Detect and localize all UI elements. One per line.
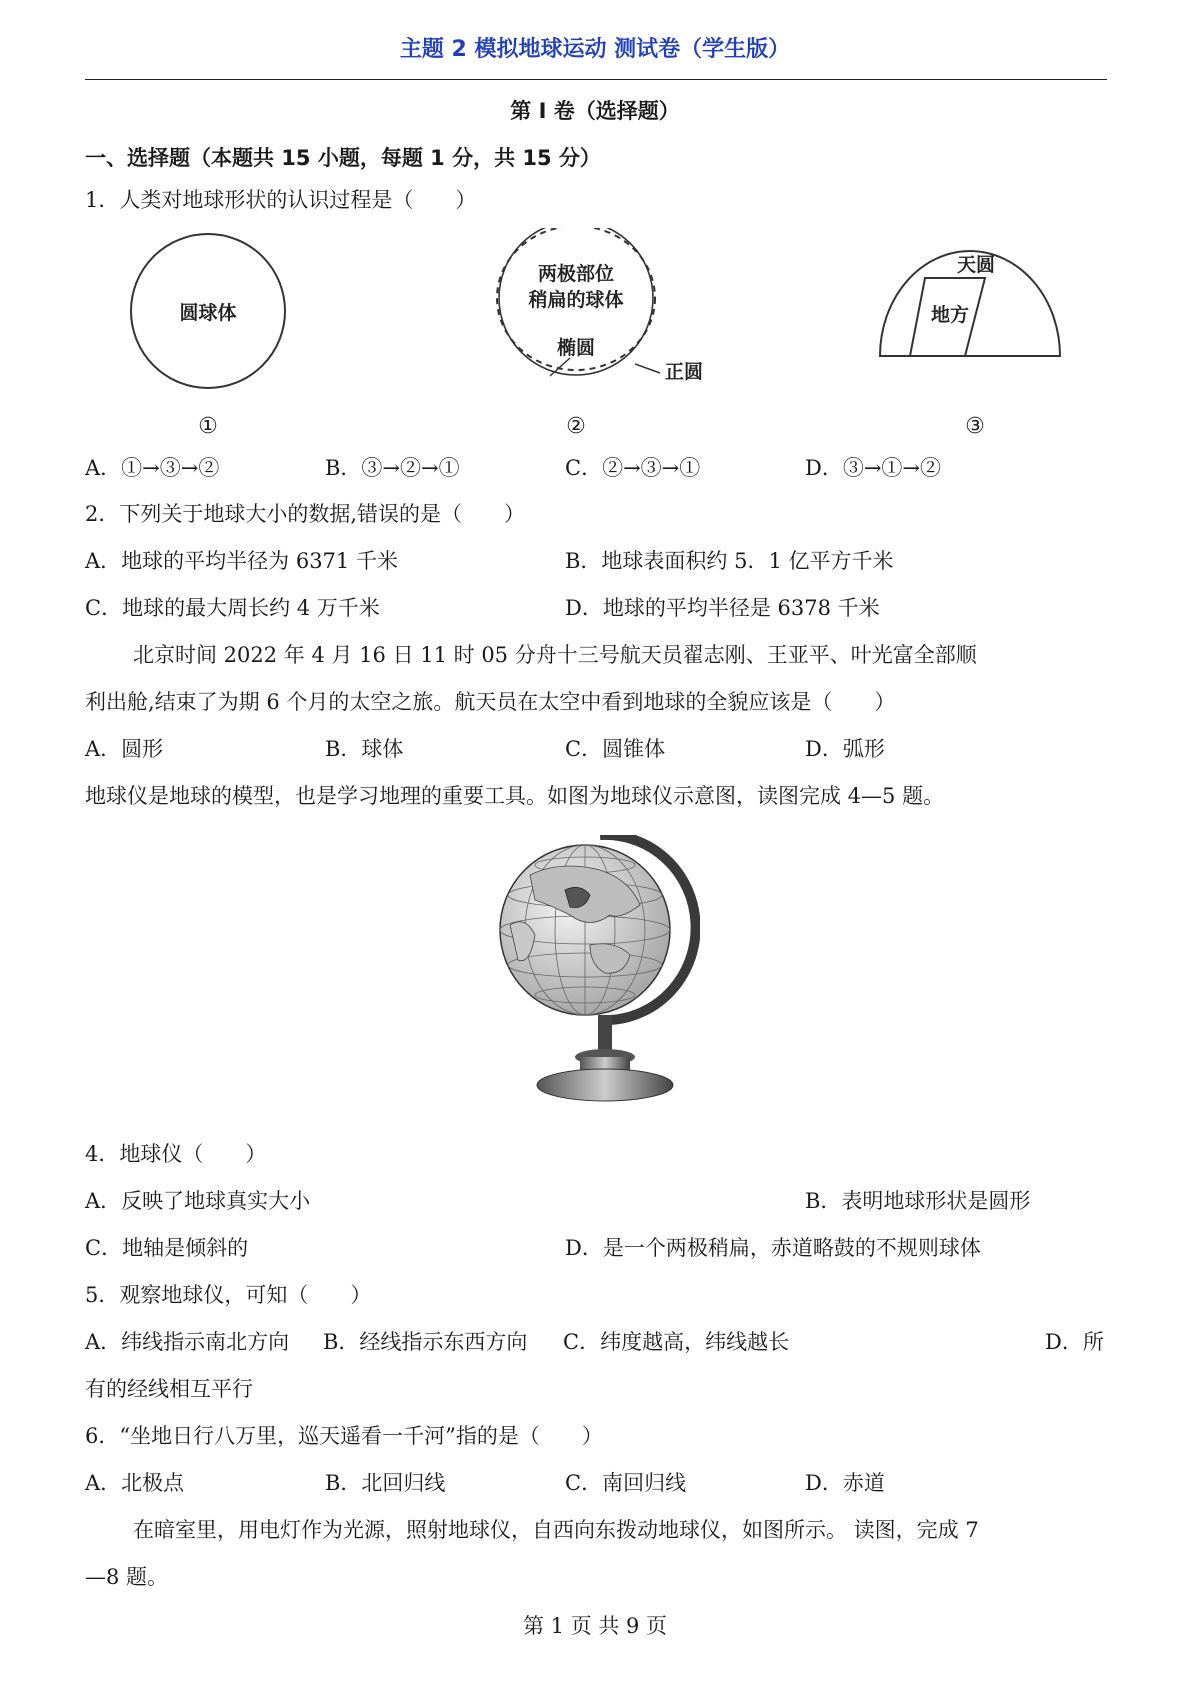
volume-title: 第 I 卷（选择题）: [510, 99, 680, 123]
figure-3-top-label: 天圆: [956, 254, 996, 276]
q4-option-d: D．是一个两极稍扁，赤道略鼓的不规则球体: [565, 1236, 981, 1260]
question-1-stem: 1．人类对地球形状的认识过程是（ ）: [85, 188, 477, 212]
section-title: 一、选择题（本题共 15 小题，每题 1 分，共 15 分）: [85, 146, 601, 170]
q1-option-c: C．②→③→①: [565, 456, 701, 480]
q2-option-b: B．地球表面积约 5．1 亿平方千米: [565, 549, 894, 573]
figure-3-dome-earth: [880, 251, 1060, 439]
figure-1-label: 圆球体: [179, 302, 237, 324]
q2-option-a: A．地球的平均半径为 6371 千米: [85, 549, 398, 573]
figure-2-label-line2: 稍扁的球体: [528, 289, 624, 311]
figure-2-oblate-sphere: [497, 228, 703, 439]
document-header-title: 主题 2 模拟地球运动 测试卷（学生版）: [399, 37, 791, 62]
figure-2-number: ②: [566, 414, 586, 439]
q3-option-b: B．球体: [325, 737, 404, 761]
q2-option-d: D．地球的平均半径是 6378 千米: [565, 596, 880, 620]
q1-option-b: B．③→②→①: [325, 456, 460, 480]
question-6-stem: 6．“坐地日行八万里，巡天遥看一千河”指的是（ ）: [85, 1424, 603, 1448]
q3-option-a: A．圆形: [85, 737, 164, 761]
q1-option-a: A．①→③→②: [85, 456, 220, 480]
q1-figures: [100, 228, 1100, 443]
q2-option-c: C．地球的最大周长约 4 万千米: [85, 596, 380, 620]
q4-option-a: A．反映了地球真实大小: [85, 1189, 311, 1213]
q3-option-d: D．弧形: [805, 737, 885, 761]
question-4-stem: 4．地球仪（ ）: [85, 1142, 267, 1166]
q1-option-d: D．③→①→②: [805, 456, 942, 480]
question-3-para-line2: 利出舱,结束了为期 6 个月的太空之旅。航天员在太空中看到地球的全貌应该是（ ）: [85, 690, 896, 714]
figure-1-number: ①: [198, 414, 218, 439]
figure-1-sphere: [131, 234, 285, 439]
q4-option-b: B．表明地球形状是圆形: [805, 1189, 1031, 1213]
q4-option-c: C．地轴是倾斜的: [85, 1236, 249, 1260]
figure-2-circle-label: 正圆: [665, 361, 704, 383]
q5-option-b: B．经线指示东西方向: [323, 1330, 528, 1354]
q6-option-d: D．赤道: [805, 1471, 885, 1495]
q6-option-a: A．北极点: [85, 1471, 185, 1495]
page-footer: 第 1 页 共 9 页: [522, 1614, 668, 1638]
figure-2-ellipse-label: 椭圆: [556, 337, 596, 359]
q5-option-d-wrap: 有的经线相互平行: [85, 1377, 253, 1401]
q3-option-c: C．圆锥体: [565, 737, 666, 761]
header-divider: [85, 79, 1107, 80]
question-2-stem: 2．下列关于地球大小的数据,错误的是（ ）: [85, 502, 526, 526]
figure-3-bottom-label: 地方: [930, 304, 970, 326]
question-5-stem: 5．观察地球仪，可知（ ）: [85, 1283, 372, 1307]
globe-illustration: [490, 835, 700, 1115]
q5-option-d-start: D．所: [1045, 1330, 1104, 1354]
figure-3-number: ③: [965, 414, 985, 439]
figure-2-label-line1: 两极部位: [537, 263, 615, 285]
q5-option-a: A．纬线指示南北方向: [85, 1330, 290, 1354]
q6-option-c: C．南回归线: [565, 1471, 687, 1495]
question-3-para-line1: 北京时间 2022 年 4 月 16 日 11 时 05 分舟十三号航天员翟志刚、王亚平、叶光富全部顺: [133, 643, 977, 667]
q5-option-c: C．纬度越高，纬线越长: [563, 1330, 790, 1354]
globe-intro-text: 地球仪是地球的模型，也是学习地理的重要工具。如图为地球仪示意图，读图完成 4—5 题。: [85, 784, 945, 808]
question-7-intro-line1: 在暗室里，用电灯作为光源，照射地球仪，自西向东拨动地球仪，如图所示。 读图，完成 7: [133, 1518, 979, 1542]
q6-option-b: B．北回归线: [325, 1471, 446, 1495]
question-7-intro-line2: —8 题。: [85, 1565, 169, 1589]
